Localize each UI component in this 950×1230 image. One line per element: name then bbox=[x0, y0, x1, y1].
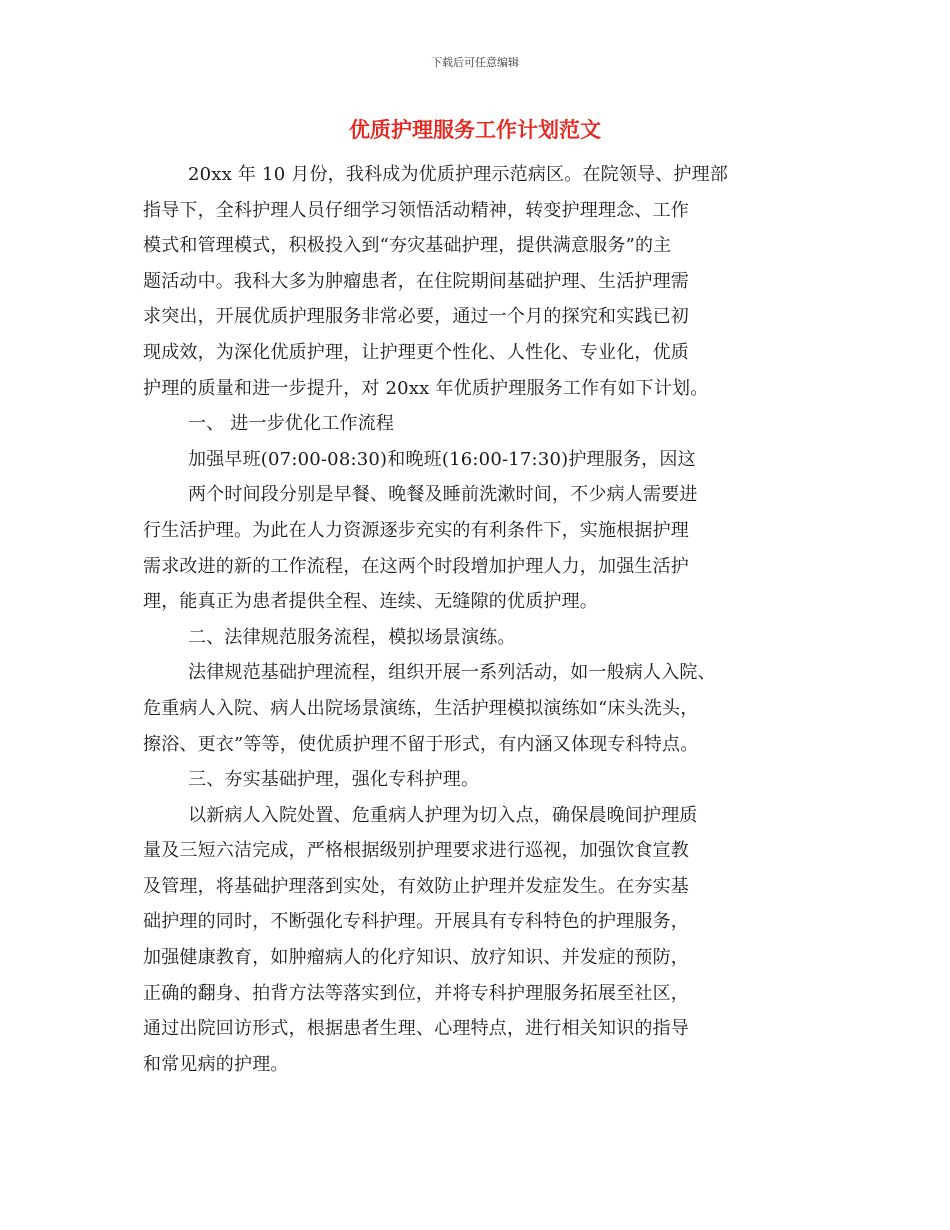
text-line: 行生活护理。为此在人力资源逐步充实的有利条件下，实施根据护理 bbox=[143, 519, 689, 541]
text-line: 三、夯实基础护理，强化专科护理。 bbox=[188, 769, 480, 791]
text-line: 护理的质量和进一步提升，对 20xx 年优质护理服务工作有如下计划。 bbox=[143, 377, 709, 399]
text-line: 法律规范基础护理流程，组织开展一系列活动，如一般病人入院、 bbox=[188, 662, 716, 684]
text-line: 需求改进的新的工作流程，在这两个时段增加护理人力，加强生活护 bbox=[143, 555, 689, 577]
text-line: 现成效，为深化优质护理，让护理更个性化、人性化、专业化，优质 bbox=[143, 341, 689, 363]
text-line: 二、法律规范服务流程，模拟场景演练。 bbox=[188, 626, 516, 648]
text-line: 正确的翻身、拍背方法等落实到位，并将专科护理服务拓展至社区， bbox=[143, 982, 689, 1004]
text-line: 题活动中。我科大多为肿瘤患者，在住院期间基础护理、生活护理需 bbox=[143, 270, 689, 292]
text-line: 理，能真正为患者提供全程、连续、无缝隙的优质护理。 bbox=[143, 591, 598, 613]
text-line: 础护理的同时，不断强化专科护理。开展具有专科特色的护理服务， bbox=[143, 911, 689, 933]
text-line: 加强早班(07:00-08:30)和晚班(16:00-17:30)护理服务，因这 bbox=[188, 448, 696, 470]
text-line: 以新病人入院处置、危重病人护理为切入点，确保晨晚间护理质 bbox=[188, 804, 698, 826]
text-line: 通过出院回访形式，根据患者生理、心理特点，进行相关知识的指导 bbox=[143, 1018, 689, 1040]
text-line: 擦浴、更衣”等等，使优质护理不留于形式，有内涵又体现专科特点。 bbox=[143, 733, 699, 755]
text-line: 指导下，全科护理人员仔细学习领悟活动精神，转变护理理念、工作 bbox=[143, 199, 689, 221]
text-line: 模式和管理模式，积极投入到“夯灾基础护理，提供满意服务”的主 bbox=[143, 235, 672, 257]
text-line: 和常见病的护理。 bbox=[143, 1053, 289, 1075]
header-note: 下载后可任意编辑 bbox=[431, 56, 519, 69]
text-line: 求突出，开展优质护理服务非常必要，通过一个月的探究和实践已初 bbox=[143, 306, 689, 328]
text-line: 一、 进一步优化工作流程 bbox=[188, 413, 395, 435]
text-line: 两个时间段分别是早餐、晚餐及睡前洗漱时间，不少病人需要进 bbox=[188, 484, 698, 506]
document-body bbox=[143, 157, 813, 1082]
text-line: 量及三短六洁完成，严格根据级别护理要求进行巡视，加强饮食宣教 bbox=[143, 840, 689, 862]
text-line: 及管理，将基础护理落到实处，有效防止护理并发症发生。在夯实基 bbox=[143, 875, 689, 897]
text-line: 20xx 年 10 月份，我科成为优质护理示范病区。在院领导、护理部 bbox=[188, 164, 729, 185]
document-title: 优质护理服务工作计划范文 bbox=[349, 118, 601, 142]
text-line: 加强健康教育，如肿瘤病人的化疗知识、放疗知识、并发症的预防， bbox=[143, 947, 689, 969]
text-line: 危重病人入院、病人出院场景演练，生活护理模拟演练如“床头洗头， bbox=[143, 697, 699, 719]
